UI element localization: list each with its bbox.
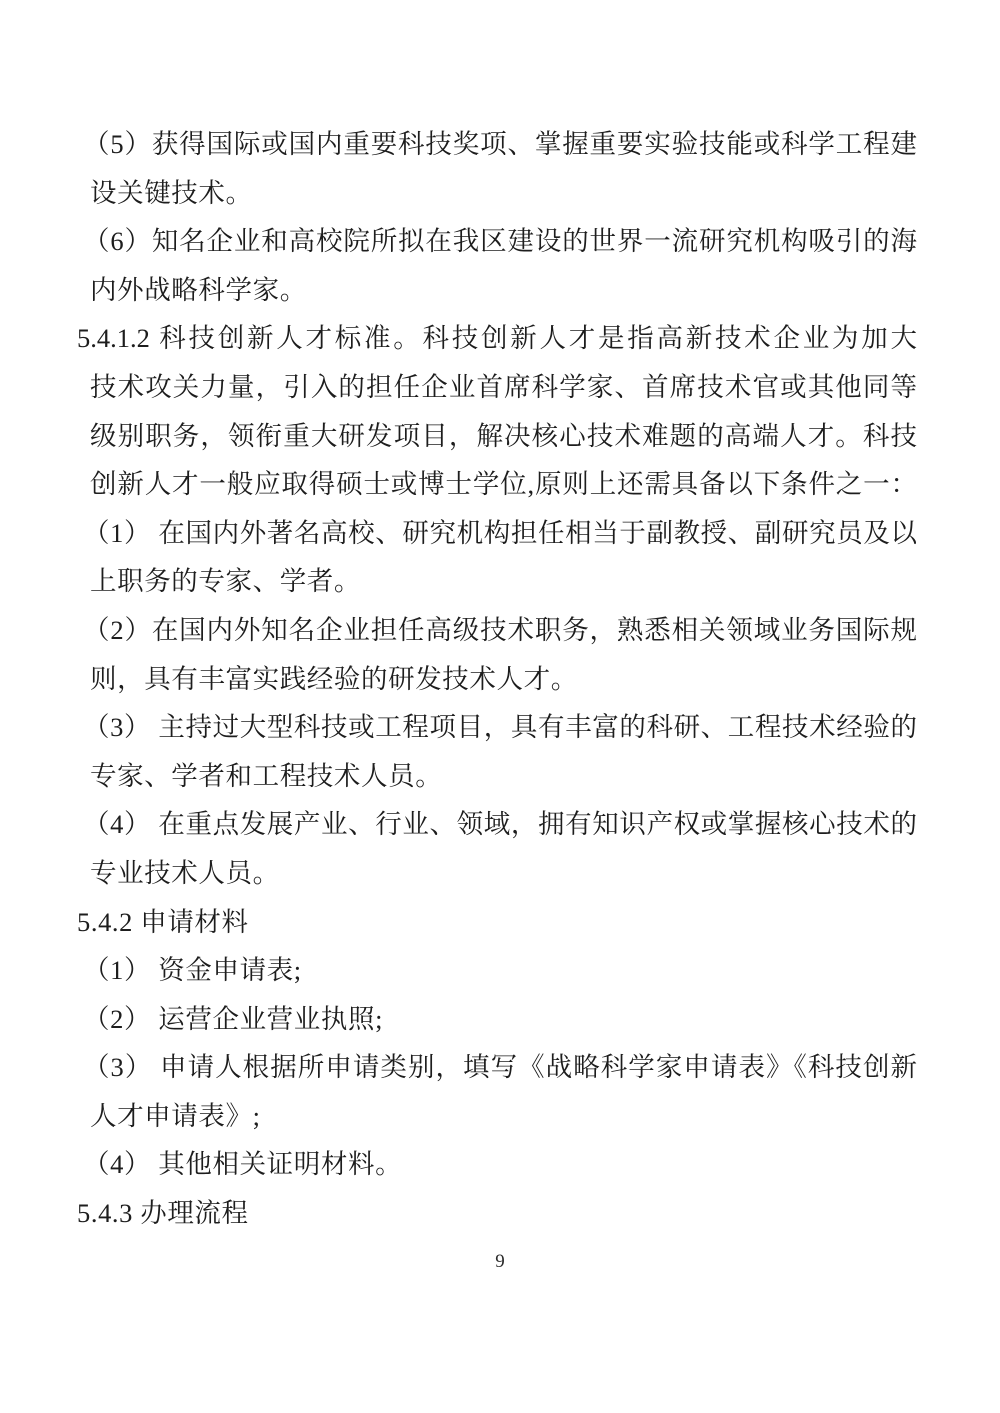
section-heading-line: 5.4.1.2 科技创新人才标准。科技创新人才是指高新技术企业为加大: [77, 323, 917, 354]
section-heading-line: 5.4.3 办理流程: [77, 1198, 249, 1229]
text-line: （1） 在国内外著名高校、研究机构担任相当于副教授、副研究员及以: [83, 517, 917, 548]
text-line: （1） 资金申请表;: [83, 955, 302, 986]
text-line: 设关键技术。: [90, 177, 253, 208]
text-line: 上职务的专家、学者。: [90, 566, 361, 597]
text-line: （4） 在重点发展产业、行业、领域，拥有知识产权或掌握核心技术的: [83, 809, 917, 840]
text-line: 内外战略科学家。: [90, 274, 307, 305]
text-line: （5）获得国际或国内重要科技奖项、掌握重要实验技能或科学工程建: [83, 129, 917, 159]
text-line: 专家、学者和工程技术人员。: [90, 760, 443, 791]
page-number: 9: [495, 1251, 505, 1272]
text-line: 级别职务，领衔重大研发项目，解决核心技术难题的高端人才。科技: [90, 420, 917, 451]
text-line: （4） 其他相关证明材料。: [83, 1149, 403, 1180]
text-line: 则，具有丰富实践经验的研发技术人才。: [90, 663, 578, 694]
text-line: 专业技术人员。: [90, 857, 280, 888]
document-body: [77, 120, 917, 1238]
text-line: 技术攻关力量，引入的担任企业首席科学家、首席技术官或其他同等: [90, 371, 917, 402]
text-line: （3） 主持过大型科技或工程项目，具有丰富的科研、工程技术经验的: [83, 712, 917, 743]
text-line: （3） 申请人根据所申请类别，填写《战略科学家申请表》《科技创新: [83, 1052, 917, 1083]
text-line: 创新人才一般应取得硕士或博士学位,原则上还需具备以下条件之一：: [90, 469, 917, 500]
text-line: 人才申请表》;: [90, 1100, 261, 1131]
text-line: （6）知名企业和高校院所拟在我区建设的世界一流研究机构吸引的海: [83, 226, 917, 257]
section-heading-line: 5.4.2 申请材料: [77, 906, 249, 937]
text-line: （2） 运营企业营业执照;: [83, 1003, 384, 1034]
text-line: （2）在国内外知名企业担任高级技术职务，熟悉相关领域业务国际规: [83, 614, 917, 645]
